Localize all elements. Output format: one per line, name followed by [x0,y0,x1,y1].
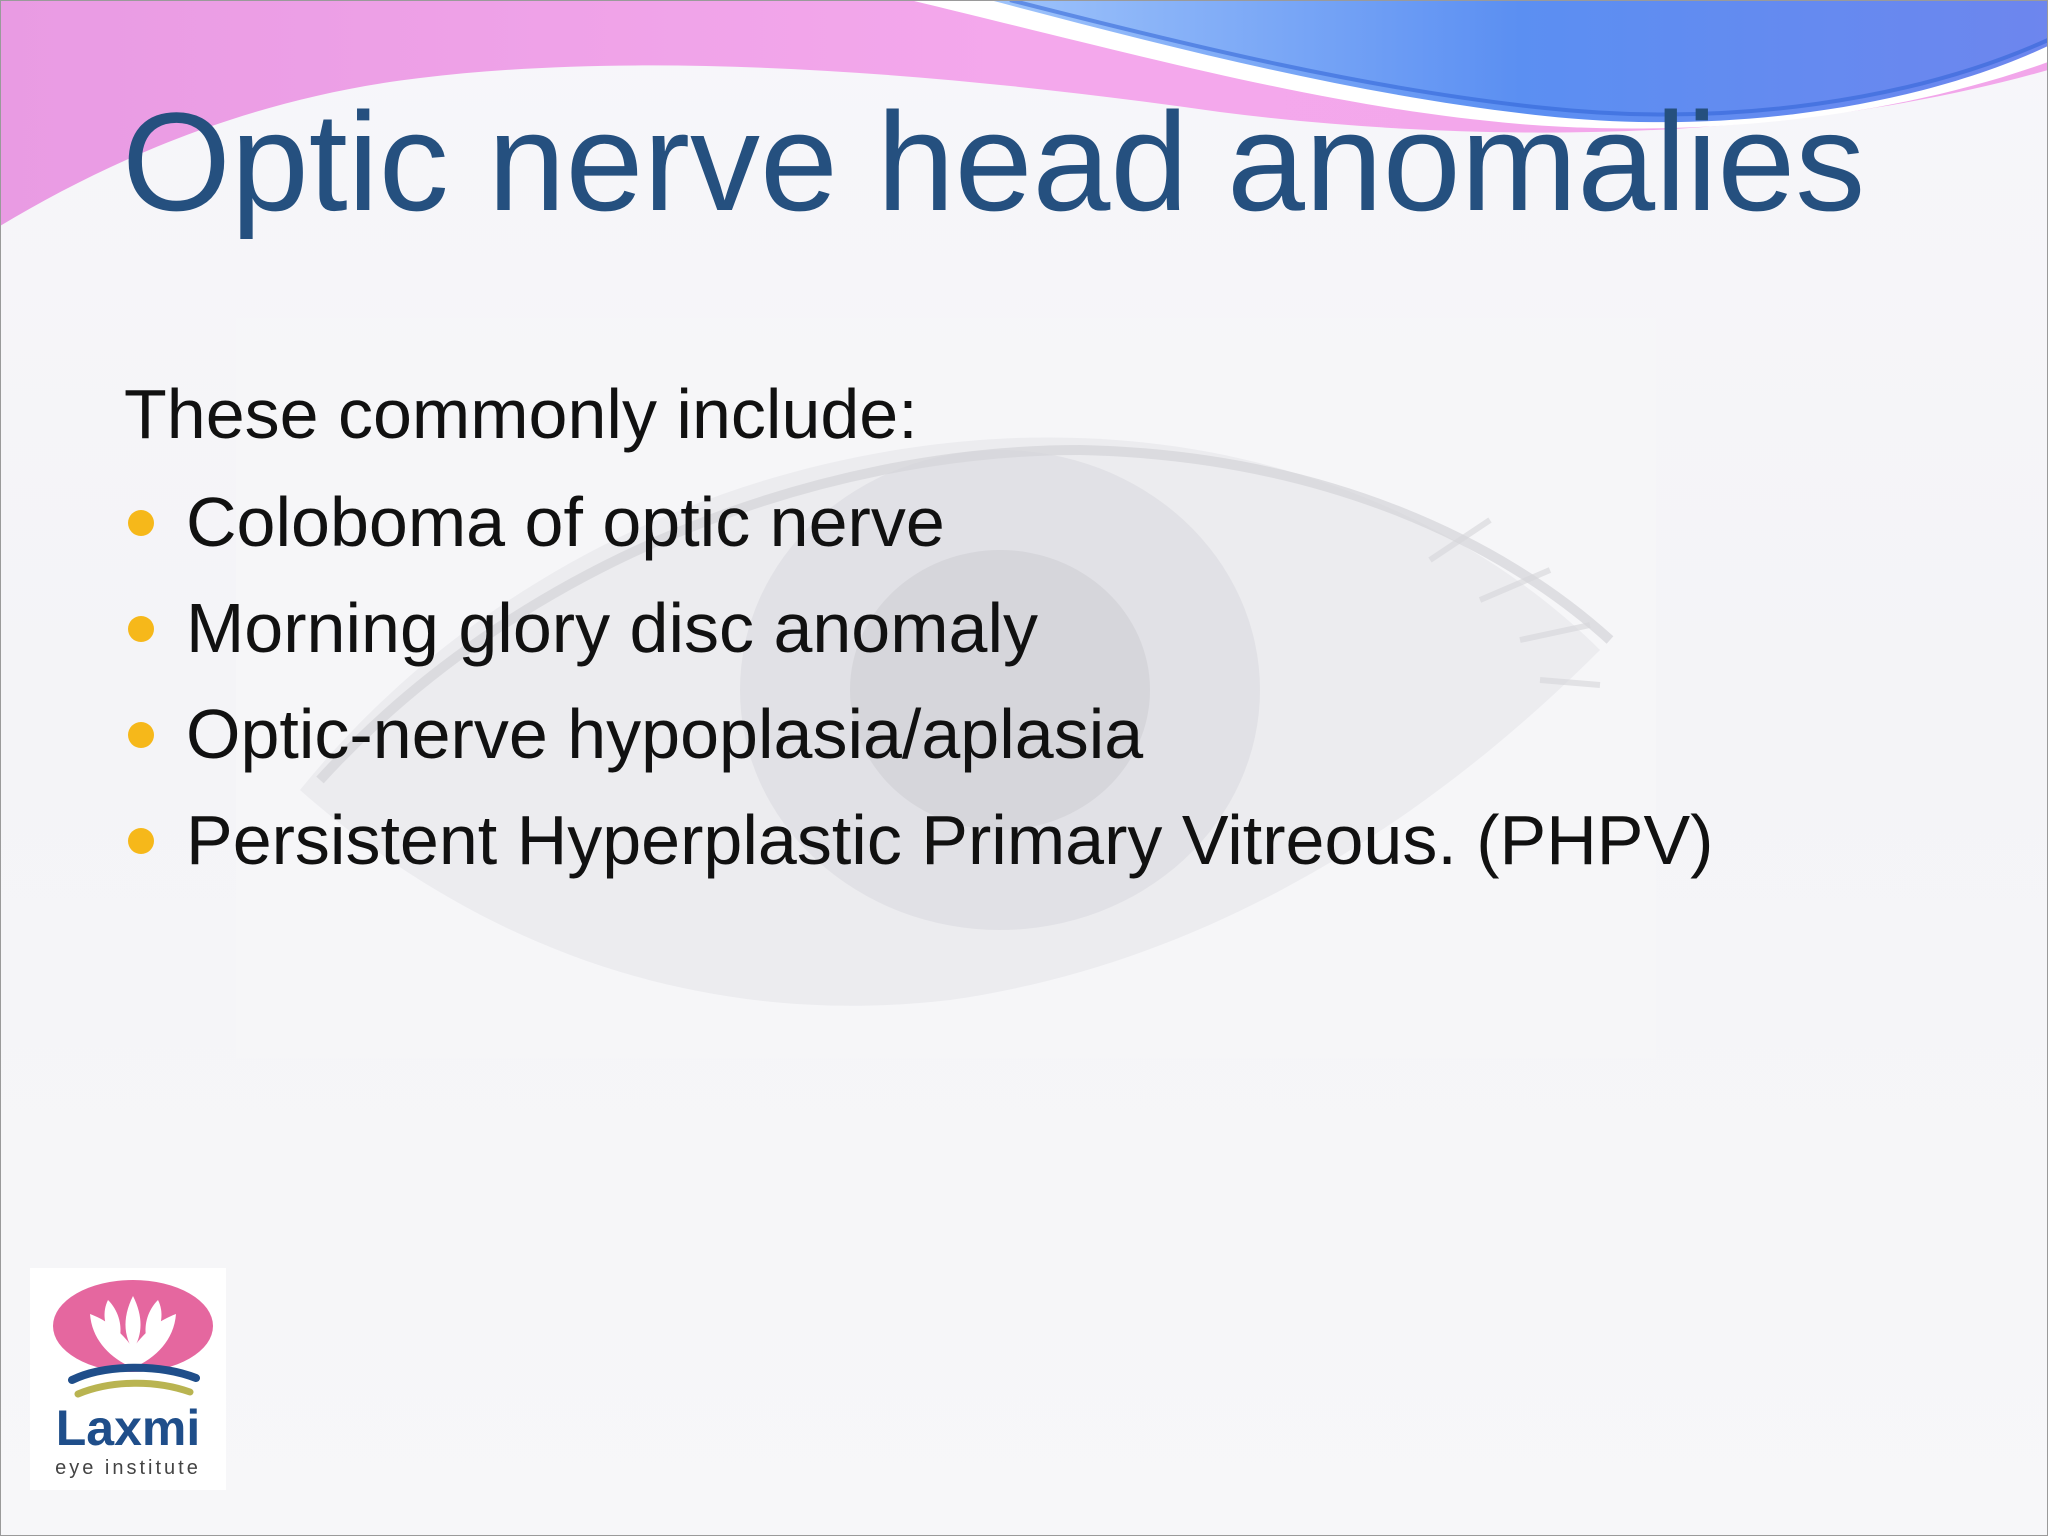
bullet-icon [128,828,154,854]
bullet-text: Optic-nerve hypoplasia/aplasia [186,695,1144,773]
logo-tagline: eye institute [55,1457,201,1479]
bullet-list [124,480,1714,904]
slide-title: Optic nerve head anomalies [122,83,1866,240]
list-item [124,480,1714,586]
bullet-text: Morning glory disc anomaly [186,589,1039,667]
list-item [124,586,1714,692]
bullet-icon [128,616,154,642]
laxmi-logo [30,1268,226,1490]
bullet-icon [128,722,154,748]
list-item [124,798,1714,904]
intro-text: These commonly include: [124,375,918,453]
bullet-text: Coloboma of optic nerve [186,483,945,561]
bullet-text: Persistent Hyperplastic Primary Vitreous. (PHPV) [186,801,1714,879]
logo-name: Laxmi [55,1400,201,1456]
bullet-icon [128,510,154,536]
lotus-icon [50,1278,216,1408]
list-item [124,692,1714,798]
